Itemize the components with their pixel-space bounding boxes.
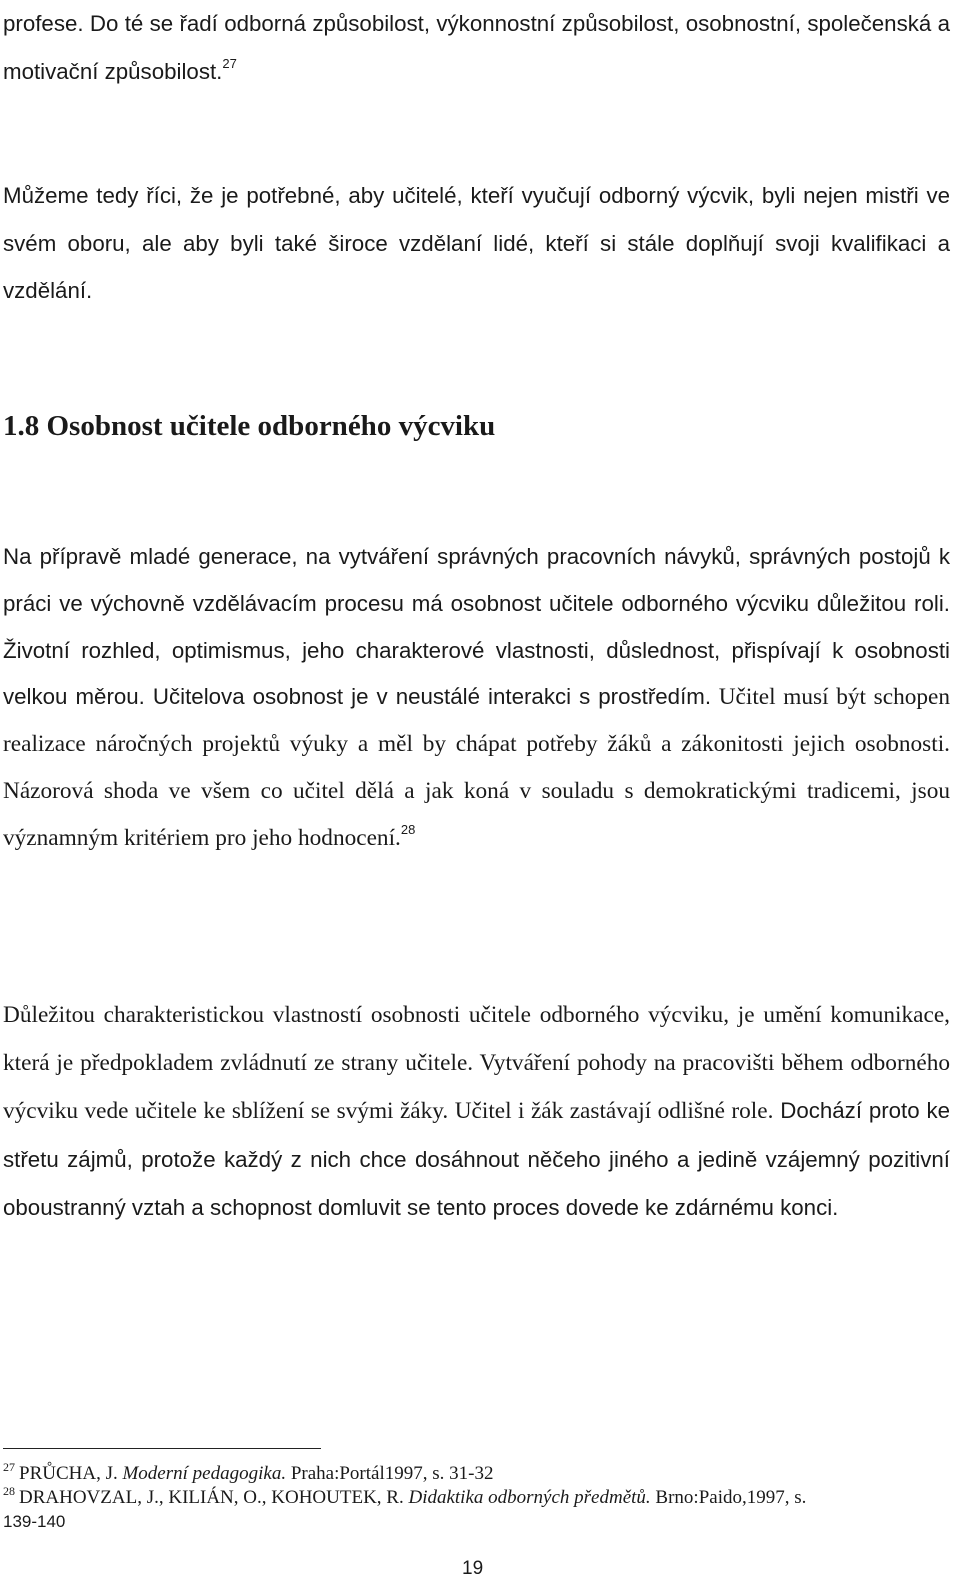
- paragraph-4-serif-text: Důležitou charakteristickou vlastností osobnosti učitele odborného výcviku, je umění komunikace, která je předpokladem zvládnutí ze strany učitele. Vytváření pohody na pracovišti během odborného výcviku vede učitele ke sblížení se svými žáky. Učitel i žák zastávají odlišné role.: [3, 1002, 950, 1125]
- paragraph-3-sans-text: Na přípravě mladé generace, na vytváření správných pracovních návyků, správných postojů k práci ve výchovně vzdělávacím procesu má osobnost učitele odborného výcviku důležitou roli. Životní rozhled, optimismus, jeho charakterové vlastnosti, důslednost, přispívají k osobnosti velkou měrou. Učitelova osobnost je v neustálé interakci s prostředím.: [3, 544, 950, 710]
- footnote-28-author: DRAHOVZAL, J., KILIÁN, O., KOHOUTEK, R.: [19, 1487, 409, 1508]
- footnote-ref-28[interactable]: 28: [400, 822, 416, 838]
- footnote-ref-27[interactable]: 27: [222, 56, 237, 72]
- footnote-28: [3, 1486, 950, 1511]
- page-number: 19: [462, 1558, 484, 1579]
- footnote-28-title: Didaktika odborných předmětů.: [408, 1487, 651, 1508]
- paragraph-3-serif-text: Učitel musí být schopen realizace náročných projektů výuky a měl by chápat potřeby žáků a zákonitosti jejich osobnosti. Názorová shoda ve všem co učitel dělá a jak koná v souladu s demokratickými tradicemi, jsou významným kritériem pro jeho hodnocení.: [3, 684, 951, 851]
- paragraph-2: Můžeme tedy říci, že je potřebné, aby učitelé, kteří vyučují odborný výcvik, byli nejen mistři ve svém oboru, ale aby byli také široce vzdělaní lidé, kteří si stále doplňují svoji kvalifikaci a vzdělání.: [3, 183, 950, 303]
- paragraph-4: [3, 992, 950, 1233]
- footnote-28-continuation: 139-140: [3, 1512, 66, 1531]
- footnote-27-author: PRŮCHA, J.: [19, 1463, 123, 1484]
- footnote-27: [3, 1462, 950, 1487]
- paragraph-4-sans-text: Dochází proto ke střetu zájmů, protože každý z nich chce dosáhnout něčeho jiného a jedině vzájemný pozitivní oboustranný vztah a schopnost domluvit se tento proces dovede ke zdárnému konci.: [3, 1098, 950, 1221]
- footnote-27-details: Praha:Portál1997, s. 31-32: [286, 1463, 494, 1484]
- footnote-27-title: Moderní pedagogika.: [122, 1463, 287, 1484]
- footnote-28-details: Brno:Paido,1997, s.: [650, 1487, 807, 1508]
- section-heading: 1.8 Osobnost učitele odborného výcviku: [3, 410, 496, 442]
- footnote-separator: [3, 1448, 321, 1449]
- footnote-28-number: 28: [3, 1484, 15, 1498]
- intro-paragraph-text: profese. Do té se řadí odborná způsobilost, výkonnostní způsobilost, osobnostní, společenská a motivační způsobilost.: [3, 11, 950, 84]
- footnote-27-number: 27: [3, 1460, 15, 1474]
- intro-paragraph: [3, 0, 950, 95]
- paragraph-3: [3, 534, 950, 862]
